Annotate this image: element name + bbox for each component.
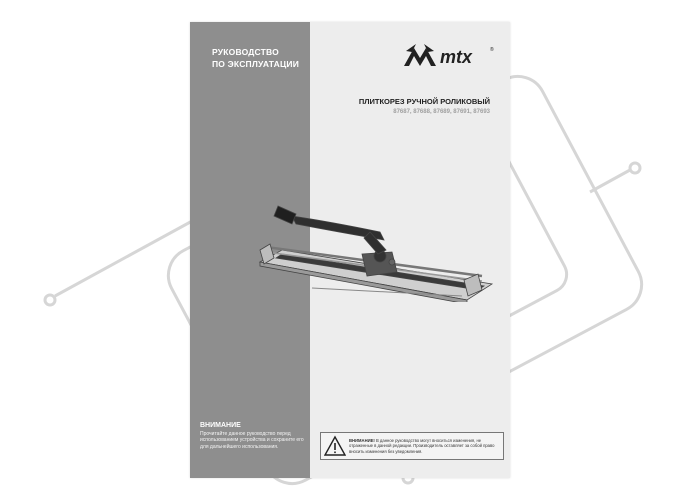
manual-title-line2: ПО ЭКСПЛУАТАЦИИ <box>212 59 300 69</box>
mtx-logo <box>402 42 498 70</box>
svg-text:®: ® <box>490 47 494 53</box>
notice-body: В данное руководство могут вноситься изменения, не отраженные в данной редакции. Производитель оставляет за собой право вносить изменения без уведомления. <box>349 438 495 454</box>
warning-triangle-icon <box>324 435 346 457</box>
manual-cover <box>190 22 510 478</box>
notice-label: ВНИМАНИЕ! <box>349 438 375 444</box>
tile-cutter-illustration <box>252 192 502 302</box>
manual-title <box>212 46 308 70</box>
manual-title-line1: РУКОВОДСТВО <box>212 47 279 57</box>
notice-box <box>320 432 504 460</box>
warning-text: Прочитайте данное руководство перед использованием устройства и сохраните его для дальнейшего использования. <box>200 431 304 450</box>
notice-text <box>349 438 503 454</box>
warning-block <box>200 422 306 450</box>
warning-heading: ВНИМАНИЕ <box>200 422 241 429</box>
model-numbers: 87687, 87688, 87689, 87691, 87693 <box>393 109 490 115</box>
product-title: ПЛИТКОРЕЗ РУЧНОЙ РОЛИКОВЫЙ <box>358 97 490 106</box>
brand-text: mtx <box>440 47 473 67</box>
